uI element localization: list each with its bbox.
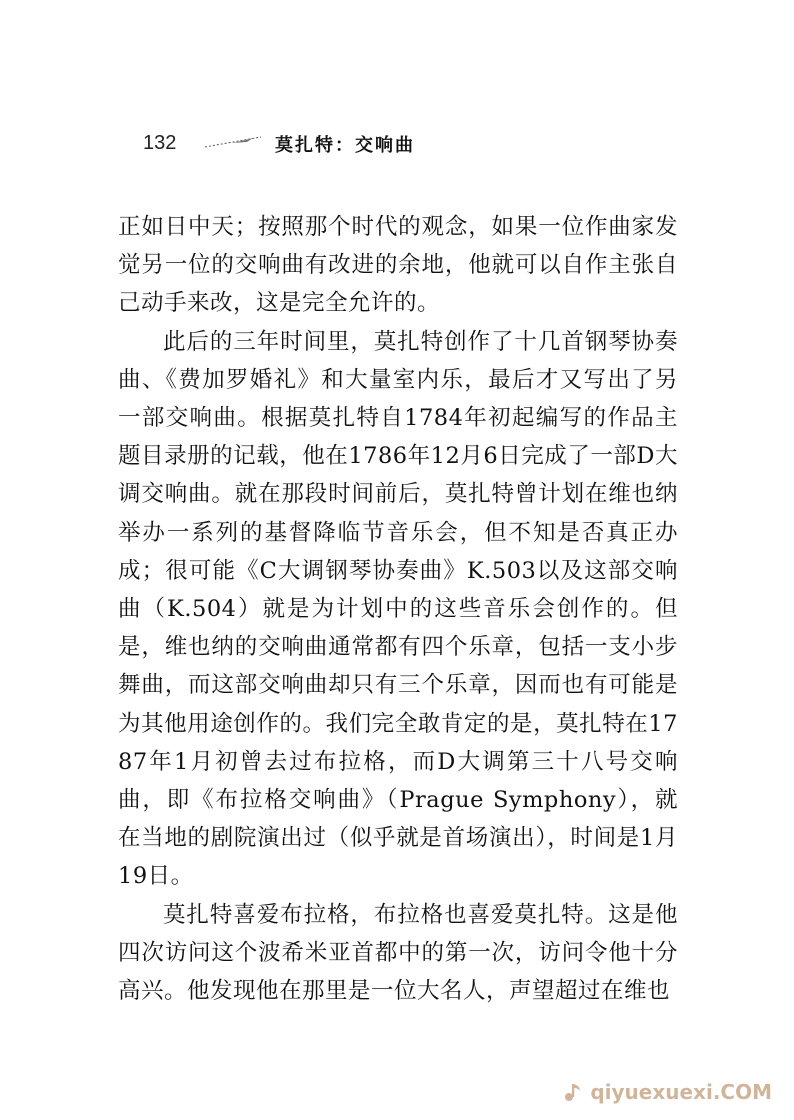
paragraph: 此后的三年时间里，莫扎特创作了十几首钢琴协奏曲、《费加罗婚礼》和大量室内乐，最后才又写出了另一部交响曲。根据莫扎特自1784年初起编写的作品主题目录册的记载，他在1786年12月6日完成了一部D大调交响曲。就在那段时间前后，莫扎特曾计划在维也纳举办一系列的基督降临节音乐会，但不知是否真正办成；很可能《C大调钢琴协奏曲》K.503以及这部交响曲（K.504）就是为计划中的这些音乐会创作的。但是，维也纳的交响曲通常都有四个乐章，包括一支小步舞曲，而这部交响曲却只有三个乐章，因而也有可能是为其他用途创作的。我们完全敢肯定的是，莫扎特在1787年1月初曾去过布拉格，而D大调第三十八号交响曲，即《布拉格交响曲》（Prague Symphony），就在当地的剧院演出过（似乎就是首场演出），时间是1月19日。: [118, 328, 678, 890]
page-header: [143, 132, 663, 162]
music-note-icon: [562, 1081, 584, 1103]
paragraph: 莫扎特喜爱布拉格，布拉格也喜爱莫扎特。这是他四次访问这个波希米亚首都中的第一次，访问令他十分高兴。他发现他在那里是一位大名人，声望超过在维也: [118, 901, 678, 1005]
watermark-text: qiyuexuexi.COM: [590, 1080, 772, 1104]
body-text: [118, 208, 678, 1010]
page-number: 132: [143, 132, 177, 154]
quill-ornament-icon: [203, 134, 263, 150]
paragraph-continued: 正如日中天；按照那个时代的观念，如果一位作曲家发觉另一位的交响曲有改进的余地，他就可以自作主张自己动手来改，这是完全允许的。: [118, 214, 678, 317]
watermark: [562, 1080, 772, 1104]
running-title: 莫扎特：交响曲: [275, 135, 415, 156]
